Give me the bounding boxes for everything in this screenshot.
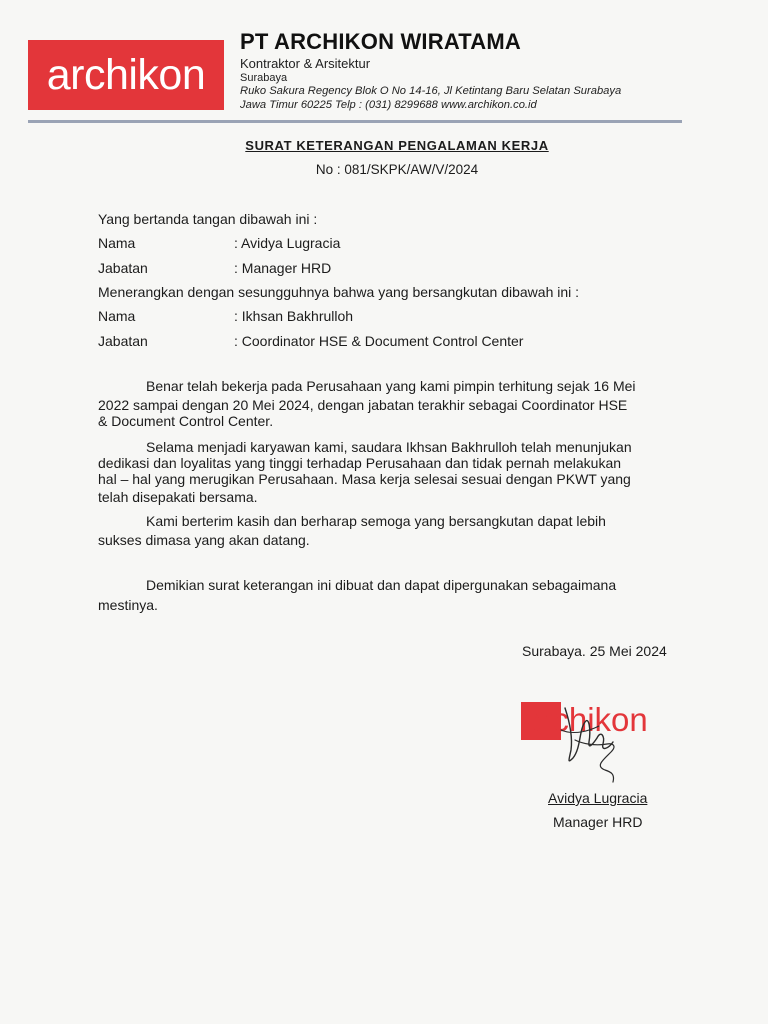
company-address-line2: Jawa Timur 60225 Telp : (031) 8299688 www.archikon.co.id [240, 99, 537, 111]
paragraph-2-line-2: dedikasi dan loyalitas yang tinggi terhadap Perusahaan dan tidak pernah melakukan [98, 455, 622, 471]
company-city: Surabaya [240, 72, 288, 84]
company-name: PT ARCHIKON WIRATAMA [240, 29, 521, 54]
stamp-logo-text: archikon [523, 701, 648, 738]
paragraph-1-line-2: 2022 sampai dengan 20 Mei 2024, dengan jabatan terakhir sebagai Coordinator HSE [98, 397, 628, 413]
handwritten-signature [555, 700, 625, 785]
subject-name-label: Nama [98, 308, 136, 324]
paragraph-2-line-3: hal – hal yang merugikan Perusahaan. Masa kerja selesai sesuai dengan PKWT yang [98, 471, 631, 487]
paragraph-1-line-3: & Document Control Center. [98, 413, 274, 429]
paragraph-2-line-4: telah disepakati bersama. [98, 489, 258, 505]
company-address-line1: Ruko Sakura Regency Blok O No 14-16, Jl Ketintang Baru Selatan Surabaya [240, 85, 622, 97]
subject-position-label: Jabatan [98, 333, 148, 349]
company-logo [28, 40, 224, 110]
paragraph-2-line-1: Selama menjadi karyawan kami, saudara Ikhsan Bakhrulloh telah menunjukan [146, 439, 632, 455]
document-number-row [0, 162, 768, 177]
paragraph-3-line-1: Kami berterim kasih dan berharap semoga yang bersangkutan dapat lebih [146, 513, 606, 529]
signatory-name-label: Nama [98, 235, 136, 251]
company-subtitle: Kontraktor & Arsitektur [240, 56, 371, 71]
document-title-row [0, 137, 768, 155]
paragraph-3-line-2: sukses dimasa yang akan datang. [98, 532, 310, 548]
subject-intro: Menerangkan dengan sesungguhnya bahwa yang bersangkutan dibawah ini : [98, 284, 580, 300]
signer-title: Manager HRD [553, 814, 643, 830]
header-divider [28, 120, 682, 123]
company-logo-text: archikon [46, 50, 206, 99]
signatory-position-label: Jabatan [98, 260, 148, 276]
paragraph-1-line-1: Benar telah bekerja pada Perusahaan yang kami pimpin terhitung sejak 16 Mei [146, 378, 636, 394]
paragraph-4-line-1: Demikian surat keterangan ini dibuat dan dapat dipergunakan sebagaimana [146, 577, 617, 593]
signatory-intro: Yang bertanda tangan dibawah ini : [98, 211, 318, 227]
signer-name: Avidya Lugracia [548, 790, 648, 806]
document-number: No : 081/SKPK/AW/V/2024 [315, 162, 479, 177]
paragraph-4-line-2: mestinya. [98, 597, 158, 613]
signatory-position-value: : Manager HRD [234, 260, 332, 276]
document-title: SURAT KETERANGAN PENGALAMAN KERJA [245, 138, 549, 153]
signatory-name-value: : Avidya Lugracia [234, 235, 341, 251]
subject-position-value: : Coordinator HSE & Document Control Center [234, 333, 524, 349]
place-date: Surabaya. 25 Mei 2024 [522, 643, 667, 659]
subject-name-value: : Ikhsan Bakhrulloh [234, 308, 354, 324]
